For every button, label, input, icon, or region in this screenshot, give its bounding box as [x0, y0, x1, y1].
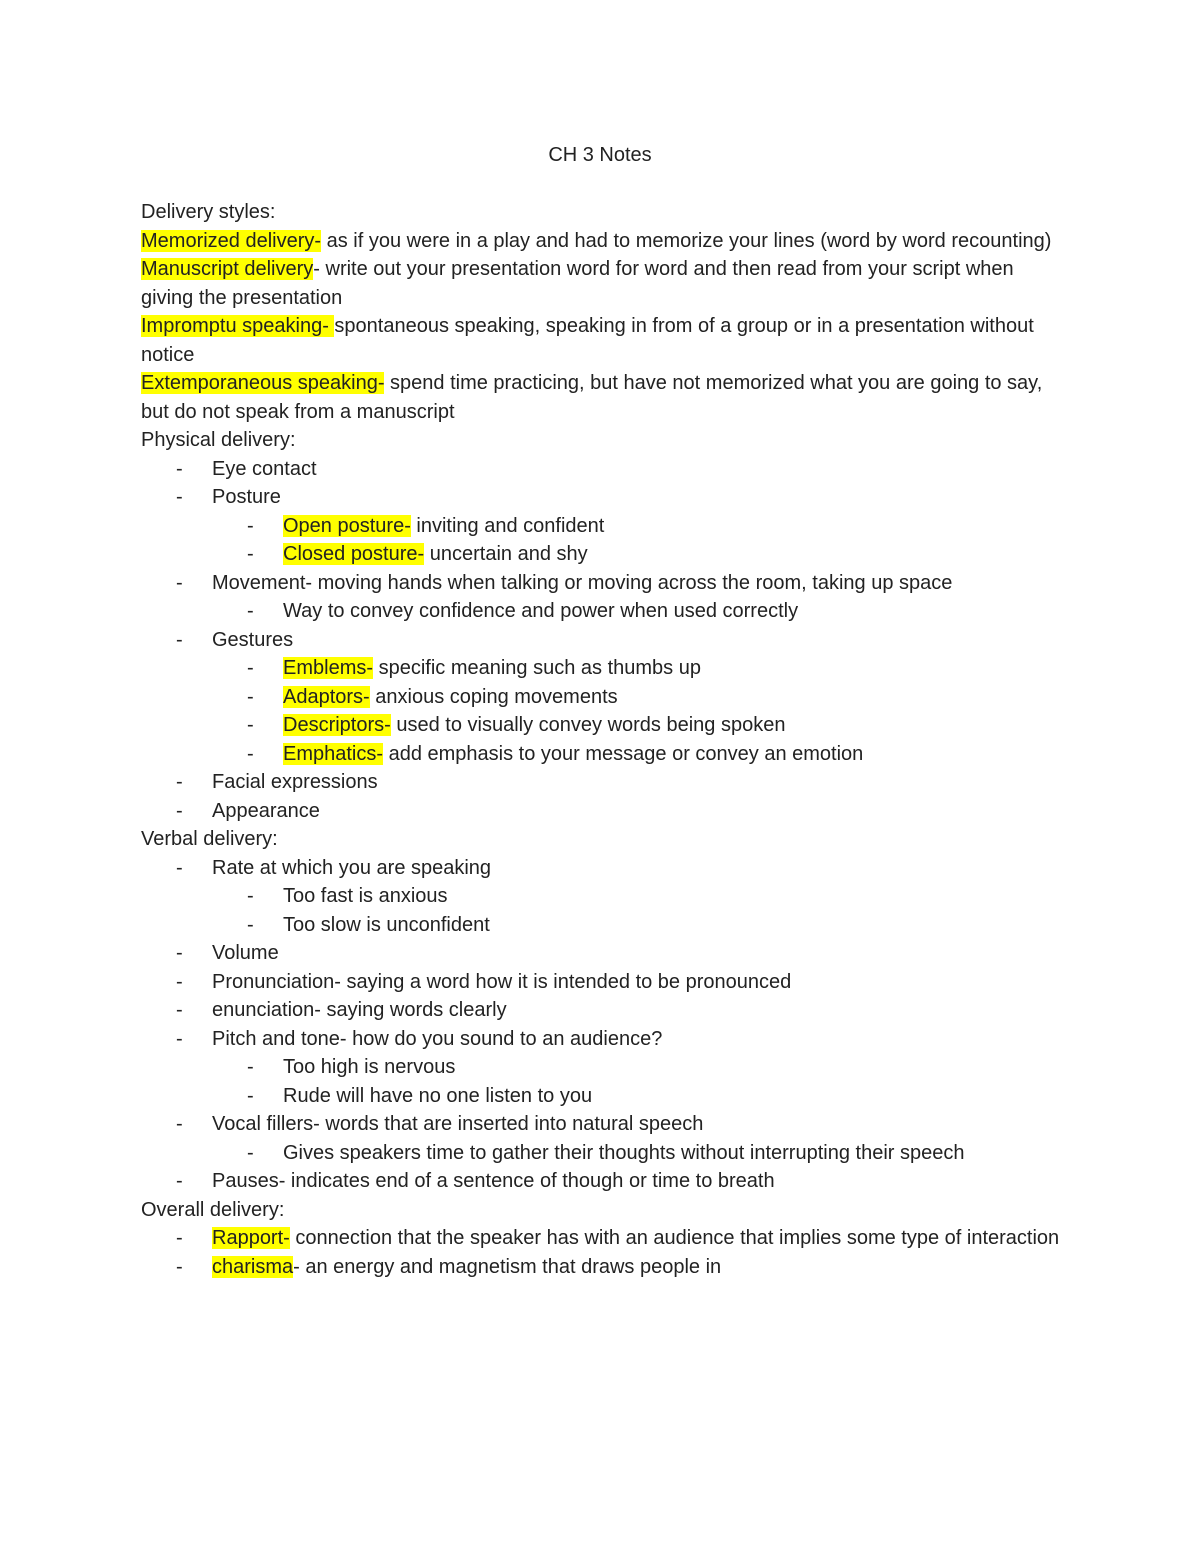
list-item-text: enunciation- saying words clearly — [212, 999, 507, 1021]
bullet-dash: - — [176, 942, 183, 964]
term-highlight: Memorized delivery- — [141, 229, 322, 252]
list-item-text: Vocal fillers- words that are inserted into natural speech — [212, 1113, 704, 1135]
term-highlight: Extemporaneous speaking- — [141, 372, 385, 394]
term-highlight: Emphatics- — [283, 742, 384, 765]
list-item — [141, 654, 1061, 683]
bullet-dash: - — [247, 885, 254, 907]
bullet-dash: - — [247, 913, 254, 936]
list-item — [141, 597, 1061, 626]
list-item-text: inviting and confident — [410, 514, 605, 537]
definition-text: as if you were in a play and had to memorize your lines (word by word recounting) — [321, 229, 1052, 252]
bullet-dash: - — [247, 685, 254, 708]
list-item-text: Too fast is anxious — [283, 885, 448, 907]
list-item — [141, 882, 1061, 911]
list-item-text: Movement- moving hands when talking or moving across the room, taking up space — [212, 571, 953, 594]
section-heading-verbal: Verbal delivery: — [141, 828, 278, 850]
list-item-text: used to visually convey words being spoken — [390, 714, 786, 736]
list-item — [141, 1025, 1061, 1054]
bullet-dash: - — [176, 571, 183, 594]
list-item — [141, 483, 1061, 512]
definition-extemporaneous — [141, 369, 1061, 426]
term-highlight: Descriptors- — [283, 714, 391, 736]
definition-text: spend time practicing, but have not memorized what you are going to say, but do not speak from a manuscript — [141, 372, 1043, 423]
list-item — [141, 1110, 1061, 1139]
term-highlight: Rapport- — [212, 1227, 290, 1249]
list-item — [141, 1224, 1061, 1253]
list-item — [141, 939, 1061, 968]
list-item — [141, 797, 1061, 826]
section-heading-delivery-styles: Delivery styles: — [141, 201, 276, 223]
list-item-text: Gestures — [212, 628, 294, 651]
list-item-text: Rate at which you are speaking — [212, 856, 492, 879]
list-item — [141, 1139, 1061, 1168]
bullet-dash: - — [176, 457, 183, 480]
list-item — [141, 911, 1061, 940]
list-item — [141, 1167, 1061, 1196]
bullet-dash: - — [247, 1084, 254, 1107]
list-item-text: Posture — [212, 486, 281, 508]
notes-body — [141, 198, 1061, 1281]
bullet-dash: - — [176, 856, 183, 879]
list-item — [141, 683, 1061, 712]
bullet-dash: - — [247, 657, 254, 679]
list-item-text: Rude will have no one listen to you — [283, 1084, 593, 1107]
list-item — [141, 569, 1061, 598]
definition-text: spontaneous speaking, speaking in from of a group or in a presentation without notice — [141, 315, 1034, 366]
list-item-text: Way to convey confidence and power when used correctly — [283, 600, 799, 622]
term-highlight: Open posture- — [283, 514, 411, 537]
definition-text: - write out your presentation word for word and then read from your script when giving the presentation — [141, 258, 1014, 309]
bullet-dash: - — [247, 543, 254, 565]
list-item — [141, 455, 1061, 484]
list-item — [141, 996, 1061, 1025]
bullet-dash: - — [247, 514, 254, 537]
bullet-dash: - — [176, 799, 183, 822]
list-item-text: - an energy and magnetism that draws people in — [293, 1255, 722, 1278]
list-item-text: Too slow is unconfident — [283, 913, 490, 936]
bullet-dash: - — [176, 1170, 183, 1192]
list-item — [141, 768, 1061, 797]
definition-memorized — [141, 227, 1061, 256]
list-item-text: Eye contact — [212, 457, 317, 480]
bullet-dash: - — [176, 1027, 183, 1050]
term-highlight: Impromptu speaking- — [141, 315, 335, 337]
list-item — [141, 626, 1061, 655]
bullet-dash: - — [247, 1056, 254, 1078]
list-item — [141, 968, 1061, 997]
list-item — [141, 854, 1061, 883]
bullet-dash: - — [176, 628, 183, 651]
list-item-text: Pitch and tone- how do you sound to an audience? — [212, 1027, 663, 1050]
bullet-dash: - — [176, 1113, 183, 1135]
list-item — [141, 740, 1061, 769]
list-item-text: Appearance — [212, 799, 320, 822]
bullet-dash: - — [247, 1141, 254, 1164]
list-item — [141, 540, 1061, 569]
bullet-dash: - — [176, 1255, 183, 1278]
list-item — [141, 512, 1061, 541]
list-item — [141, 1082, 1061, 1111]
list-item-text: uncertain and shy — [424, 543, 588, 565]
term-highlight: Manuscript delivery — [141, 258, 314, 280]
list-item-text: Pronunciation- saying a word how it is intended to be pronounced — [212, 970, 792, 993]
list-item-text: connection that the speaker has with an audience that implies some type of interaction — [289, 1227, 1060, 1249]
list-item-text: anxious coping movements — [369, 685, 618, 708]
bullet-dash: - — [176, 970, 183, 993]
definition-manuscript — [141, 255, 1061, 312]
list-item — [141, 1053, 1061, 1082]
term-highlight: Closed posture- — [283, 543, 425, 565]
page-title: CH 3 Notes — [548, 144, 652, 166]
bullet-dash: - — [247, 714, 254, 736]
bullet-dash: - — [247, 600, 254, 622]
list-item-text: Too high is nervous — [283, 1056, 456, 1078]
term-highlight: charisma — [212, 1255, 294, 1278]
list-item-text: Volume — [212, 942, 279, 964]
section-heading-overall: Overall delivery: — [141, 1198, 285, 1221]
list-item-text: Gives speakers time to gather their thoughts without interrupting their speech — [283, 1141, 965, 1164]
bullet-dash: - — [176, 486, 183, 508]
bullet-dash: - — [176, 1227, 183, 1249]
bullet-dash: - — [176, 999, 183, 1021]
list-item-text: add emphasis to your message or convey an emotion — [383, 742, 864, 765]
bullet-dash: - — [176, 771, 183, 793]
definition-impromptu — [141, 312, 1061, 369]
section-heading-physical: Physical delivery: — [141, 429, 296, 451]
list-item — [141, 1253, 1061, 1282]
bullet-dash: - — [247, 742, 254, 765]
list-item-text: specific meaning such as thumbs up — [373, 657, 701, 679]
list-item-text: Pauses- indicates end of a sentence of though or time to breath — [212, 1170, 775, 1192]
term-highlight: Adaptors- — [283, 685, 370, 708]
term-highlight: Emblems- — [283, 657, 374, 679]
list-item-text: Facial expressions — [212, 771, 378, 793]
list-item — [141, 711, 1061, 740]
